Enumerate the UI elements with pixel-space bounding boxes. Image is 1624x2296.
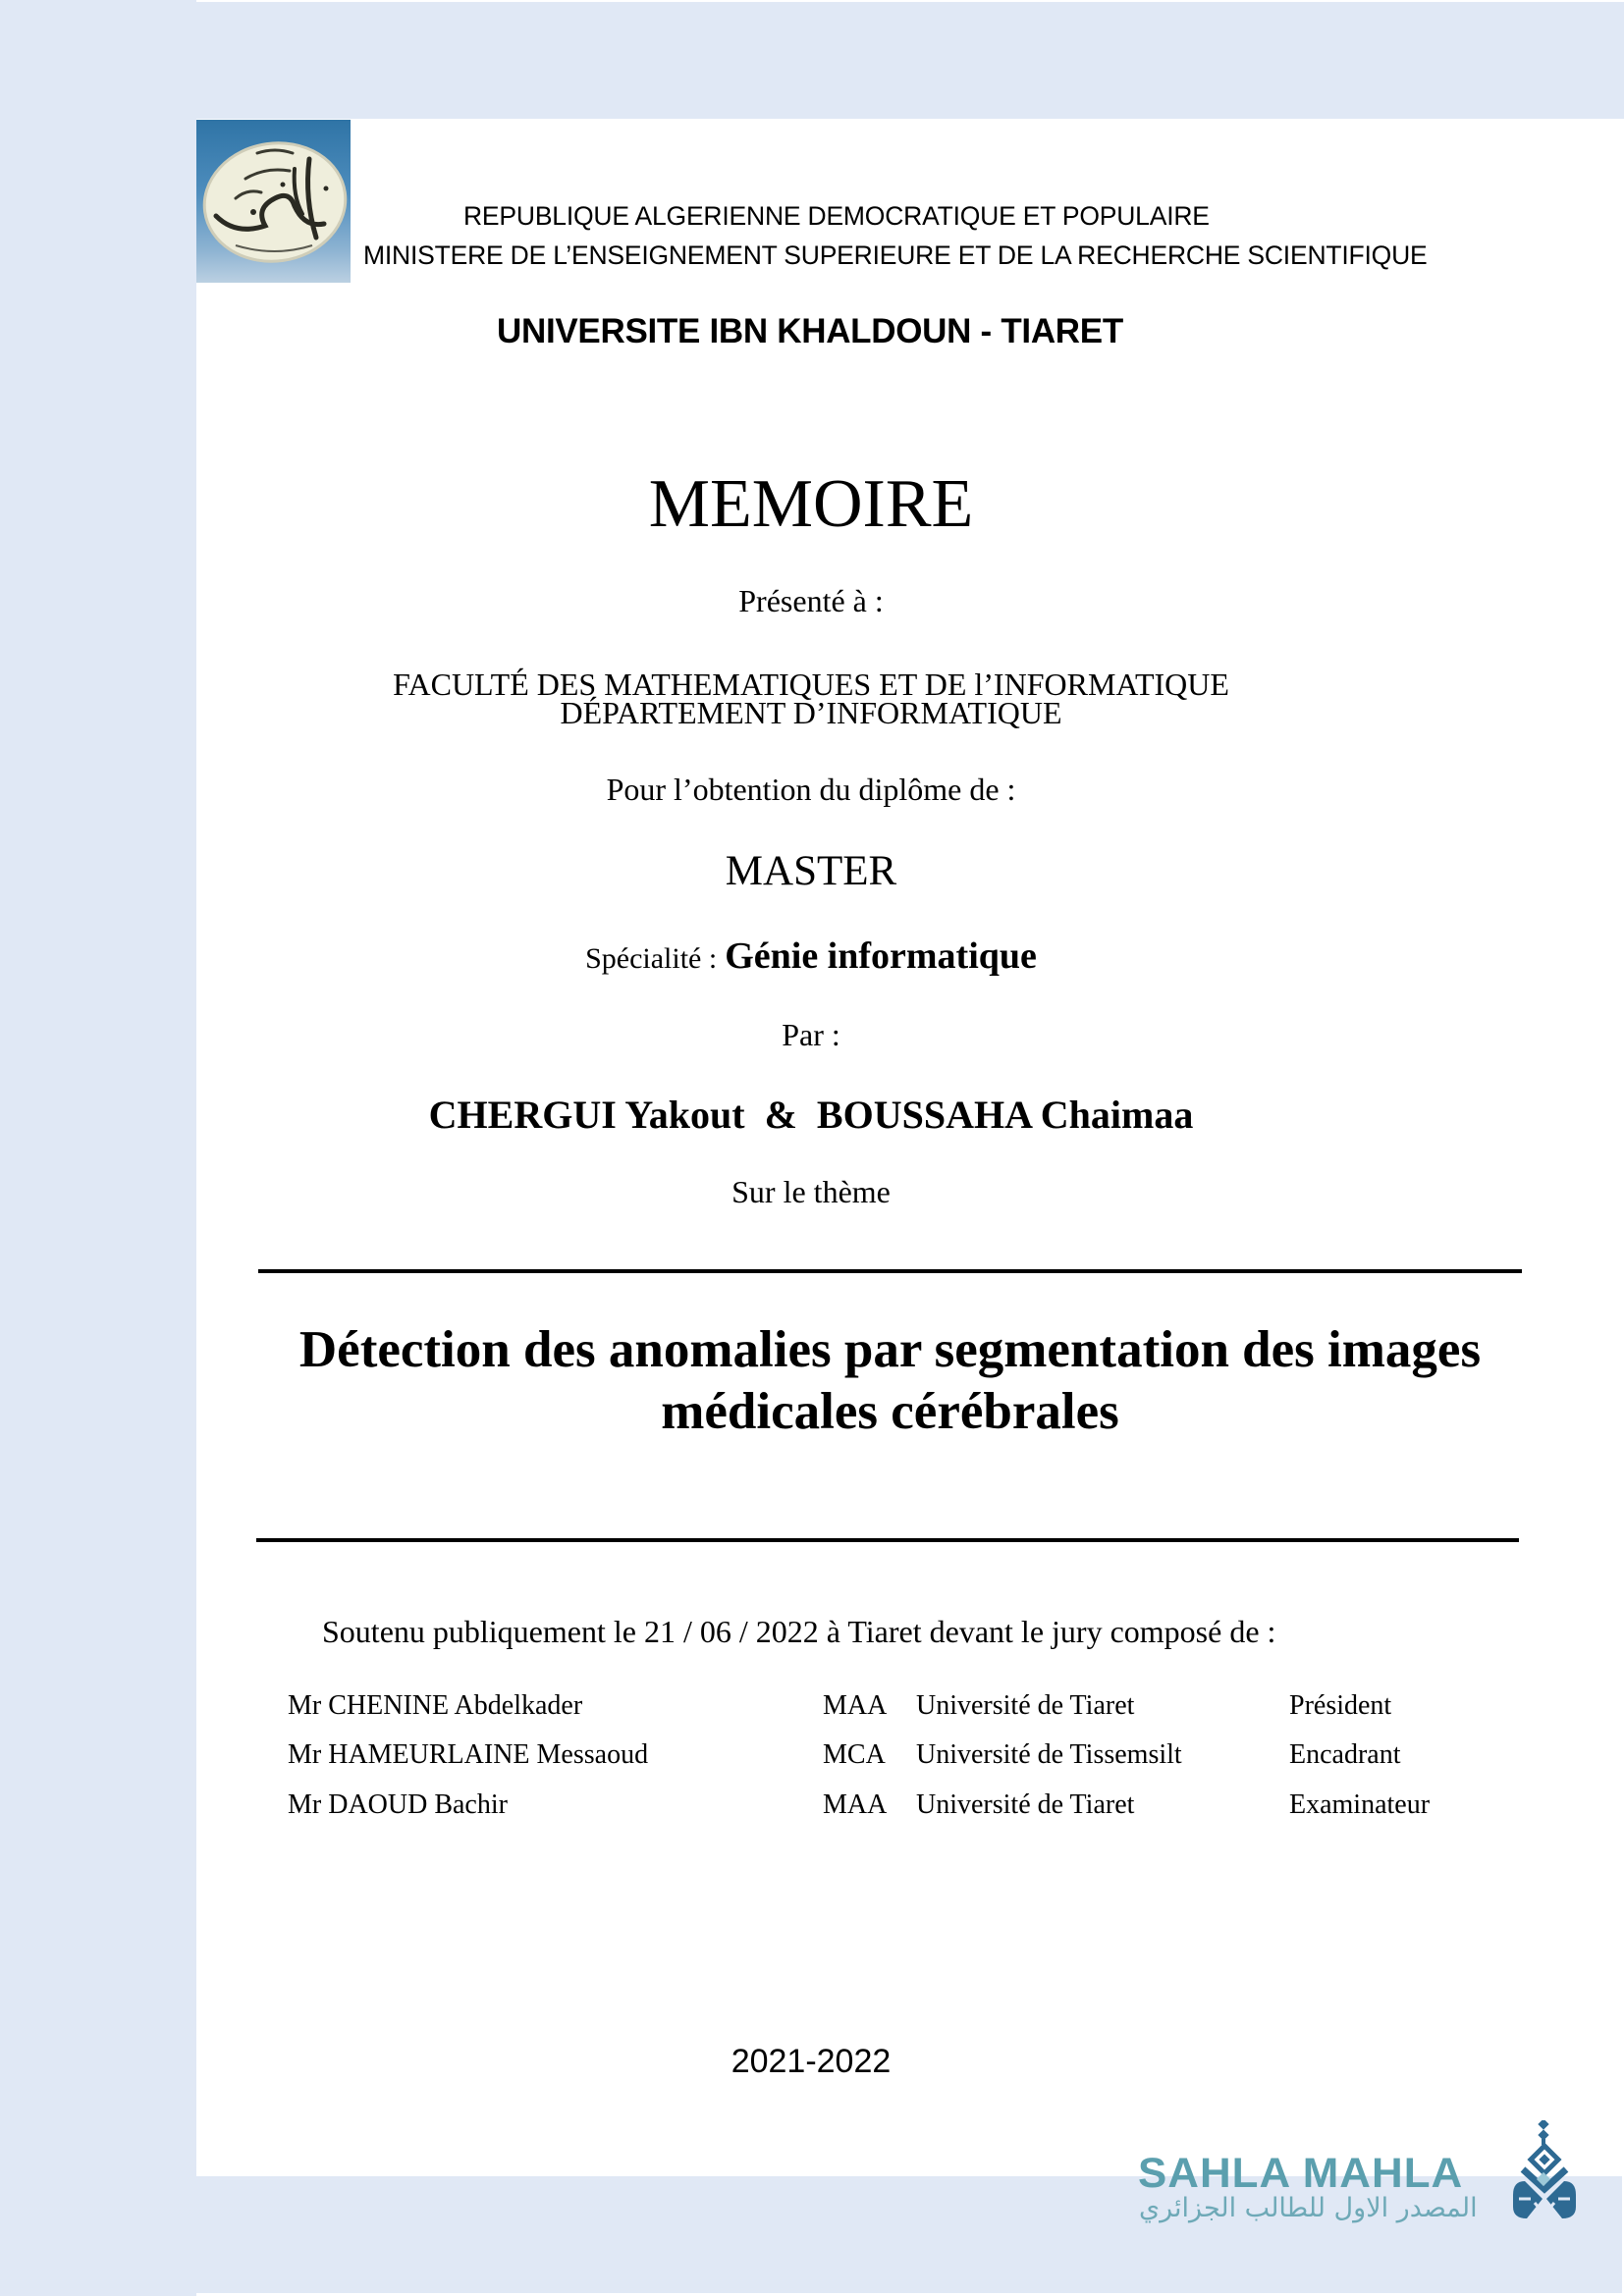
- thesis-title: Détection des anomalies par segmentation des images médicales cérébrales: [298, 1321, 1482, 1440]
- jury-member-role: Président: [1289, 1690, 1392, 1721]
- authors: CHERGUI Yakout & BOUSSAHA Chaimaa: [428, 1093, 1194, 1137]
- speciality-label: Spécialité :: [585, 942, 718, 975]
- top-decorative-band: [196, 2, 1624, 119]
- document-type: MEMOIRE: [648, 466, 974, 542]
- jury-member-role: Examinateur: [1289, 1789, 1431, 1820]
- university-logo-icon: [196, 120, 351, 283]
- diploma-name: MASTER: [725, 848, 897, 894]
- title-top-rule: [258, 1269, 1522, 1273]
- jury-member-institution: Université de Tiaret: [916, 1789, 1135, 1820]
- jury-member-name: Mr CHENINE Abdelkader: [288, 1690, 583, 1721]
- speciality-line: [320, 937, 1302, 975]
- academic-year: 2021-2022: [731, 2043, 892, 2080]
- title-bottom-rule: [256, 1538, 1519, 1542]
- department-name: DÉPARTEMENT D’INFORMATIQUE: [560, 695, 1062, 730]
- sahla-mahla-watermark: [1129, 2110, 1591, 2238]
- ministry-heading: MINISTERE DE L’ENSEIGNEMENT SUPERIEURE ET DE LA RECHERCHE SCIENTIFIQUE: [363, 240, 1428, 270]
- jury-member-role: Encadrant: [1289, 1739, 1401, 1770]
- jury-member-grade: MAA: [823, 1789, 888, 1820]
- jury-member-name: Mr DAOUD Bachir: [288, 1789, 508, 1820]
- jury-member-institution: Université de Tissemsilt: [916, 1739, 1182, 1770]
- diploma-label: Pour l’obtention du diplôme de :: [606, 772, 1016, 807]
- jury-member-grade: MAA: [823, 1690, 888, 1721]
- republic-heading: REPUBLIQUE ALGERIENNE DEMOCRATIQUE ET POPULAIRE: [463, 201, 1210, 231]
- watermark-tagline: المصدر الاول للطالب الجزائري: [1139, 2193, 1478, 2223]
- speciality-value: Génie informatique: [725, 935, 1037, 977]
- theme-label: Sur le thème: [731, 1174, 891, 1209]
- watermark-name: SAHLA MAHLA: [1138, 2150, 1464, 2197]
- jury-member-name: Mr HAMEURLAINE Messaoud: [288, 1739, 649, 1770]
- defense-statement: Soutenu publiquement le 21 / 06 / 2022 à Tiaret devant le jury composé de :: [322, 1614, 1276, 1649]
- by-label: Par :: [782, 1017, 840, 1052]
- jury-member-grade: MCA: [823, 1739, 886, 1770]
- university-name: UNIVERSITE IBN KHALDOUN - TIARET: [497, 312, 1123, 350]
- sahla-mahla-emblem-icon: [1509, 2120, 1580, 2226]
- left-decorative-band: [0, 0, 196, 2296]
- faculty-name: FACULTÉ DES MATHEMATIQUES ET DE l’INFORMATIQUE: [393, 667, 1229, 702]
- jury-member-institution: Université de Tiaret: [916, 1690, 1135, 1721]
- presented-to-label: Présenté à :: [738, 583, 884, 618]
